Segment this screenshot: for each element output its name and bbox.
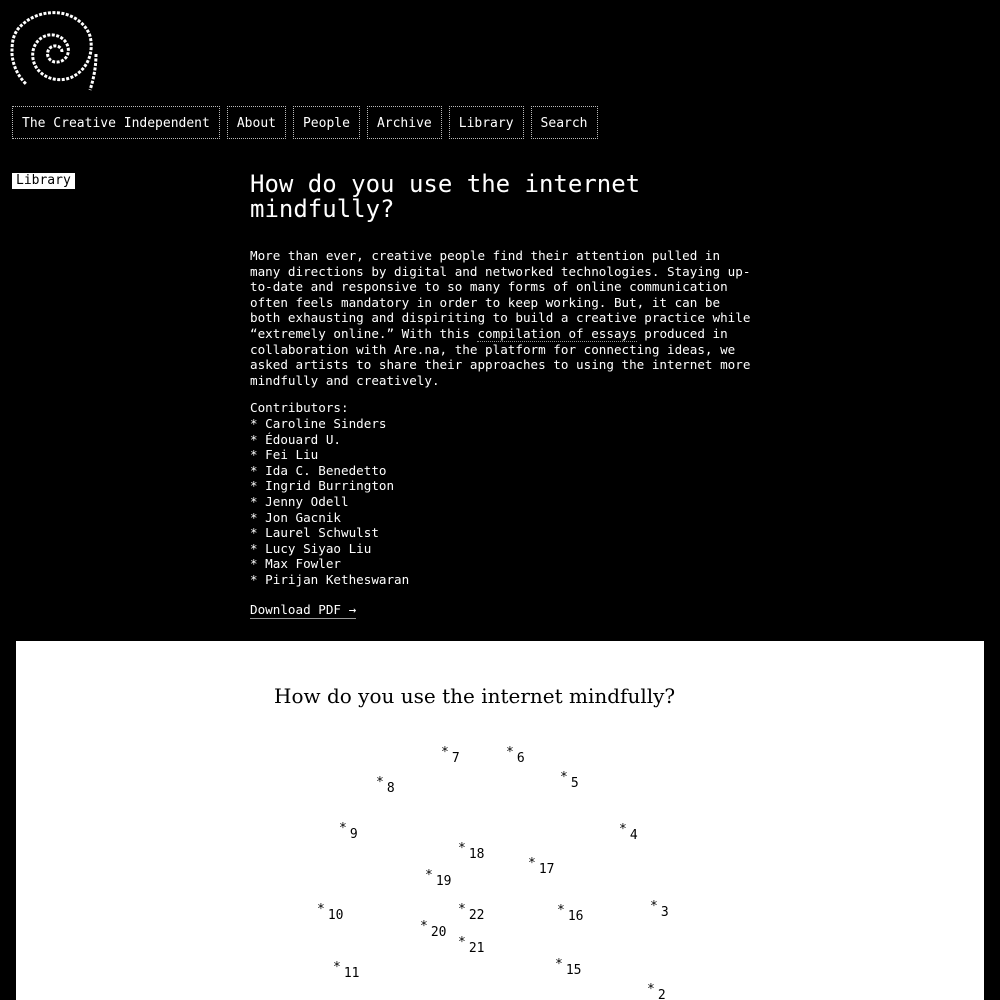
dot-point: * 20 [420, 919, 447, 940]
nav-item-library[interactable]: Library [449, 106, 524, 139]
contributor-item: * Max Fowler [250, 556, 341, 572]
contributor-item: * Ida C. Benedetto [250, 462, 387, 478]
dot-point: * 5 [560, 770, 579, 791]
contributor-item: * Ingrid Burrington [250, 478, 395, 494]
contributor-item: * Fei Liu [250, 447, 319, 463]
article [250, 172, 760, 619]
contributor-item: * Pirijan Ketheswaran [250, 571, 410, 587]
page-title [250, 172, 760, 222]
title-line-2: mindfully? [250, 195, 395, 223]
download-pdf-link[interactable]: Download PDF → [250, 602, 357, 618]
contributor-item: * Jon Gacnik [250, 509, 341, 525]
nav-item-search[interactable]: Search [531, 106, 598, 139]
compilation-link[interactable]: compilation of essays [477, 325, 637, 341]
nav-item-archive[interactable]: Archive [367, 106, 442, 139]
desc-text-before: More than ever, creative people find their attention pulled in many directions by digital and networked technologies. Staying up- to-date and responsive to so many forms of online communication often feels mandatory in order to keep working. But, it can be both exhausting and dispiriting to build a creative practice while “extremely online.” With this [250, 248, 751, 341]
dot-point: * 4 [619, 822, 638, 843]
contributor-item: * Laurel Schwulst [250, 525, 379, 541]
nav-item-people[interactable]: People [293, 106, 360, 139]
dot-point: * 15 [555, 957, 582, 978]
nav-item-about[interactable]: About [227, 106, 286, 139]
dot-point: * 6 [506, 745, 525, 766]
library-tag[interactable]: Library [12, 173, 75, 189]
contributor-item: * Caroline Sinders [250, 415, 387, 431]
dot-point: * 16 [557, 903, 584, 924]
contributor-item: * Lucy Siyao Liu [250, 540, 372, 556]
dot-point: * 11 [333, 960, 360, 981]
dot-point: * 2 [647, 982, 666, 1000]
book-cover-preview [16, 641, 984, 1000]
dot-point: * 21 [458, 935, 485, 956]
dot-point: * 9 [339, 821, 358, 842]
dot-point: * 7 [441, 745, 460, 766]
desc-text-after: produced in collaboration with Are.na, the platform for connecting ideas, we asked artists to share their approaches to using the internet more mindfully and creatively. [250, 325, 751, 388]
spiral-logo-icon[interactable] [10, 10, 98, 92]
contributors-label: Contributors: [250, 400, 349, 416]
dot-point: * 3 [650, 899, 669, 920]
nav-item-home[interactable]: The Creative Independent [12, 106, 220, 139]
contributor-item: * Jenny Odell [250, 493, 349, 509]
dot-point: * 19 [425, 868, 452, 889]
dot-point: * 22 [458, 902, 485, 923]
dot-point: * 18 [458, 841, 485, 862]
dot-point: * 17 [528, 856, 555, 877]
contributors-list [250, 400, 760, 587]
contributor-item: * Édouard U. [250, 431, 341, 447]
main-nav [12, 106, 598, 139]
article-description [250, 248, 760, 388]
dot-point: * 8 [376, 775, 395, 796]
title-line-1: How do you use the internet [250, 170, 641, 198]
cover-title: How do you use the internet mindfully? [274, 684, 676, 708]
dot-point: * 10 [317, 902, 344, 923]
